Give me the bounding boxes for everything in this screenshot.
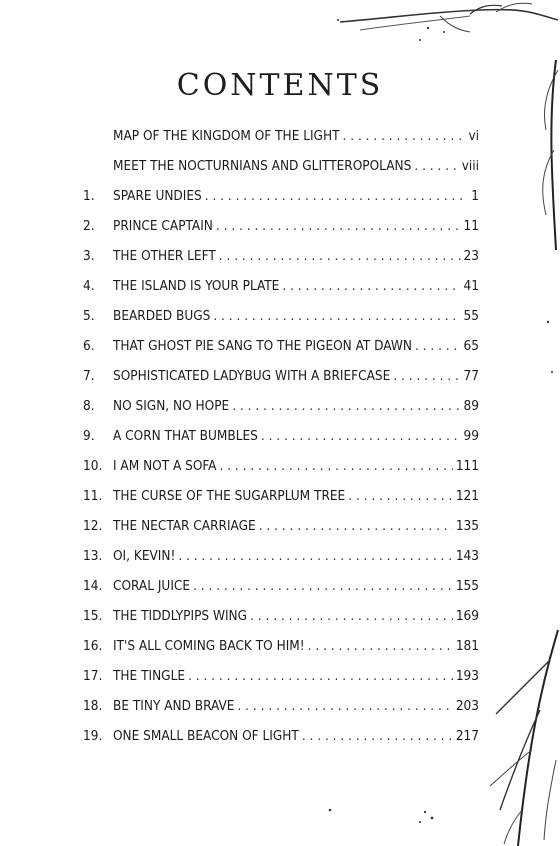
entry-page: 23: [463, 248, 479, 264]
toc-entry-chapter: [83, 248, 479, 270]
entry-title: PRINCE CAPTAIN: [113, 218, 213, 234]
toc-entry-chapter: [83, 638, 479, 660]
entry-title: THE TINGLE: [113, 668, 186, 684]
toc-entry-chapter: [83, 608, 479, 630]
entry-title: THE NECTAR CARRIAGE: [113, 518, 256, 534]
entry-number: 15.: [83, 608, 103, 624]
toc-entry-chapter: [83, 188, 479, 210]
entry-number: 11.: [83, 488, 103, 504]
toc-entry-chapter: [83, 338, 479, 360]
entry-number: 17.: [83, 668, 103, 684]
toc-entry-chapter: [83, 368, 479, 390]
entry-number: 16.: [83, 638, 103, 654]
page-title: CONTENTS: [176, 68, 384, 103]
dot-leader: [188, 668, 453, 684]
entry-title: CORAL JUICE: [113, 578, 191, 594]
dot-leader: [250, 608, 453, 624]
entry-title: BEARDED BUGS: [113, 308, 211, 324]
toc-entry-front-matter: [83, 128, 479, 150]
dot-leader: [205, 188, 469, 204]
entry-number: 18.: [83, 698, 103, 714]
entry-title: SOPHISTICATED LADYBUG WITH A BRIEFCASE: [113, 368, 391, 384]
entry-page: 77: [463, 368, 479, 384]
entry-page: 169: [455, 608, 479, 624]
entry-number: 14.: [83, 578, 103, 594]
entry-page: 217: [455, 728, 479, 744]
entry-number: 2.: [83, 218, 95, 234]
dot-leader: [178, 548, 452, 564]
toc-entry-chapter: [83, 308, 479, 330]
toc-entry-chapter: [83, 458, 479, 480]
entry-number: 9.: [83, 428, 95, 444]
dot-leader: [259, 518, 453, 534]
toc-entry-chapter: [83, 398, 479, 420]
entry-title: SPARE UNDIES: [113, 188, 202, 204]
entry-page: 11: [463, 218, 479, 234]
entry-number: 3.: [83, 248, 95, 264]
toc-entry-chapter: [83, 728, 479, 750]
entry-page: 143: [455, 548, 479, 564]
entry-page: 121: [455, 488, 479, 504]
entry-number: 13.: [83, 548, 103, 564]
entry-page: 41: [463, 278, 479, 294]
entry-number: 12.: [83, 518, 103, 534]
entry-title: IT'S ALL COMING BACK TO HIM!: [113, 638, 305, 654]
entry-number: 5.: [83, 308, 95, 324]
dot-leader: [213, 308, 460, 324]
entry-page: 1: [471, 188, 479, 204]
entry-page: 193: [455, 668, 479, 684]
toc-entry-chapter: [83, 578, 479, 600]
entry-title: NO SIGN, NO HOPE: [113, 398, 230, 414]
toc-entry-chapter: [83, 668, 479, 690]
entry-page: 203: [455, 698, 479, 714]
toc-entry-chapter: [83, 428, 479, 450]
entry-number: 8.: [83, 398, 95, 414]
toc-entry-front-matter: [83, 158, 479, 180]
entry-page: viii: [461, 158, 479, 174]
dot-leader: [232, 398, 460, 414]
entry-title: ONE SMALL BEACON OF LIGHT: [113, 728, 299, 744]
entry-number: 10.: [83, 458, 103, 474]
dot-leader: [237, 698, 452, 714]
dot-leader: [193, 578, 453, 594]
dot-leader: [414, 158, 458, 174]
dot-leader: [308, 638, 453, 654]
toc-entry-chapter: [83, 278, 479, 300]
dot-leader: [219, 248, 461, 264]
dot-leader: [343, 128, 466, 144]
entry-page: 181: [455, 638, 479, 654]
entry-number: 4.: [83, 278, 95, 294]
entry-title: THE CURSE OF THE SUGARPLUM TREE: [113, 488, 346, 504]
dot-leader: [219, 458, 452, 474]
dot-leader: [216, 218, 461, 234]
dot-leader: [348, 488, 453, 504]
entry-number: 19.: [83, 728, 103, 744]
toc-entry-chapter: [83, 518, 479, 540]
toc-entry-chapter: [83, 218, 479, 240]
dot-leader: [393, 368, 460, 384]
entry-title: THE OTHER LEFT: [113, 248, 216, 264]
entry-page: 135: [455, 518, 479, 534]
entry-number: 1.: [83, 188, 95, 204]
entry-title: I AM NOT A SOFA: [113, 458, 217, 474]
entry-page: 55: [463, 308, 479, 324]
entry-page: 89: [463, 398, 479, 414]
toc-entry-chapter: [83, 548, 479, 570]
toc-entry-chapter: [83, 488, 479, 510]
entry-title: MEET THE NOCTURNIANS AND GLITTEROPOLANS: [113, 158, 412, 174]
entry-title: THE TIDDLYPIPS WING: [113, 608, 248, 624]
entry-title: OI, KEVIN!: [113, 548, 176, 564]
entry-title: THAT GHOST PIE SANG TO THE PIGEON AT DAWN: [113, 338, 412, 354]
entry-page: 99: [463, 428, 479, 444]
entry-page: 65: [463, 338, 479, 354]
entry-page: vi: [468, 128, 479, 144]
dot-leader: [282, 278, 460, 294]
entry-page: 111: [455, 458, 479, 474]
entry-title: BE TINY AND BRAVE: [113, 698, 235, 714]
entry-title: MAP OF THE KINGDOM OF THE LIGHT: [113, 128, 340, 144]
entry-number: 6.: [83, 338, 95, 354]
entry-page: 155: [455, 578, 479, 594]
dot-leader: [415, 338, 461, 354]
toc-entry-chapter: [83, 698, 479, 720]
dot-leader: [302, 728, 453, 744]
dot-leader: [261, 428, 461, 444]
entry-title: A CORN THAT BUMBLES: [113, 428, 258, 444]
entry-number: 7.: [83, 368, 95, 384]
entry-title: THE ISLAND IS YOUR PLATE: [113, 278, 280, 294]
